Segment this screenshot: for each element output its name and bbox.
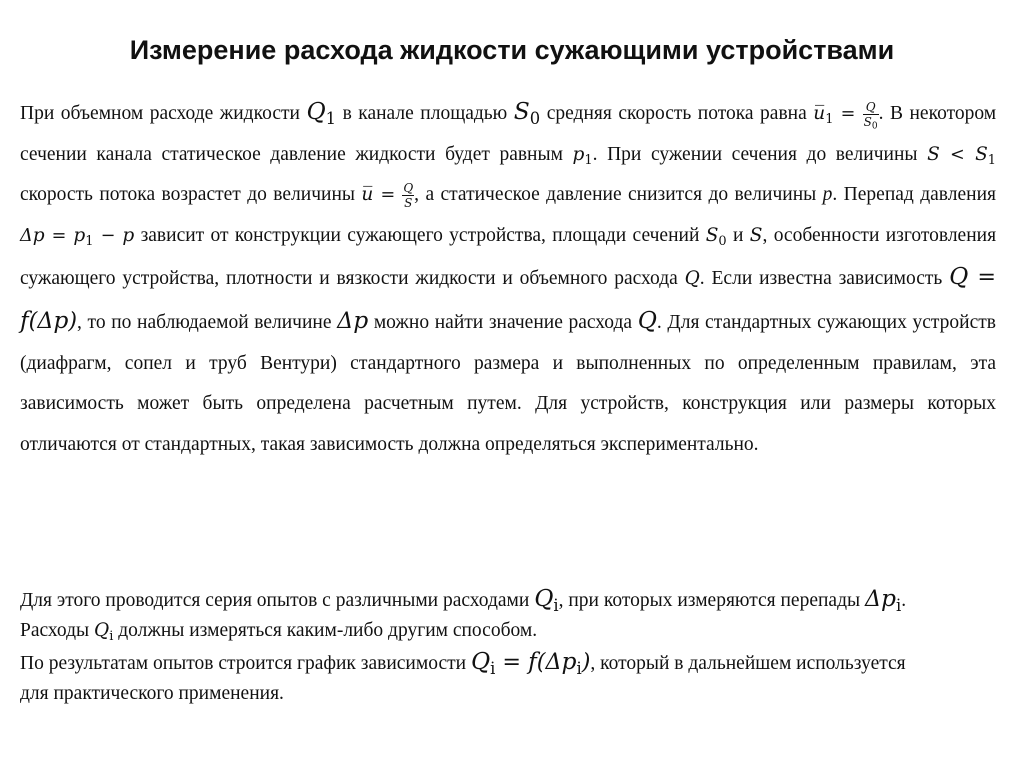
formula-S-lt-S1: $S < S_1$ [927, 143, 997, 168]
paragraph-experiment: Для этого проводится серия опытов с различными расходами $Q_i$, при которых измеряются перепады $\Delta p_i$. Расходы $Q_i$ должны измеряться каким-либо другим способом. По результатам опытов строится график зависимости $Q_i = f(\Delta p_i)$, который в дальнейшем используется для практического применения. [20, 584, 907, 704]
formula-Q: Q [684, 268, 700, 290]
formula-Qi-f-delta-pi: $Q_i = f(\Delta p_i)$ [470, 647, 591, 678]
formula-delta-p-equation: $\Delta p = p_1 - p$ [20, 224, 135, 249]
formula-S: S [749, 224, 763, 246]
formula-Q-f-delta-p: Q = f(Δp) [20, 262, 996, 334]
fraction-Q-over-S: $\frac{Q}{S}$ [403, 180, 414, 210]
formula-u1-equation: $u̅_1$ = $\frac{Q}{S_0}$ [813, 99, 878, 132]
formula-delta-p: Δp [337, 305, 369, 334]
paragraph-theory: При объемном расходе жидкости $Q_1$ в канале площадью $S_0$ средняя скорость потока равна $u̅_1$ = $\frac{Q}{S_0}$ . В некотором сечении канала статическое давление жидкости будет равным $p_1$. При сужении сечения до величины $S < S_1$ скорость потока возрастет до величины u̅ = $\frac{Q}{S}$ , а статическое давление снизится до величины p. Перепад давления $\Delta p = p_1 - p$ зависит от конструкции сужающего устройства, площади сечений $S_0$ и S, особенности изготовления сужающего устройства, плотности и вязкости жидкости и объемного расхода Q. Если известна зависимость Q = f(Δp), то по наблюдаемой величине Δp можно найти значение расхода Q. Для стандартных сужающих устройств (диафрагм, сопел и труб Вентури) стандартного размера и выполненных по определенным правилам, эта зависимость может быть определена расчетным путем. Для устройств, конструкция или размеры которых отличаются от стандартных, такая зависимость должна определяться экспериментально. [20, 97, 997, 455]
formula-Q1: $Q_1$ [306, 97, 337, 128]
formula-p1: $p_1$ [572, 143, 593, 168]
formula-u-equation: u̅ = $\frac{Q}{S}$ [361, 180, 414, 210]
formula-delta-pi: $\Delta p_i$ [864, 584, 902, 615]
formula-S0-b: $S_0$ [705, 224, 727, 249]
formula-S0: $S_0$ [513, 97, 541, 128]
formula-Qi-b: $Q_i$ [94, 620, 114, 644]
slide-title: Измерение расхода жидкости сужающими устройствами [129, 35, 895, 65]
formula-Q-b: Q [637, 305, 657, 334]
formula-p: p [822, 184, 833, 206]
fraction-Q-over-S0: $\frac{Q}{S_0}$ [863, 99, 878, 132]
formula-Qi: $Q_i$ [534, 584, 559, 615]
